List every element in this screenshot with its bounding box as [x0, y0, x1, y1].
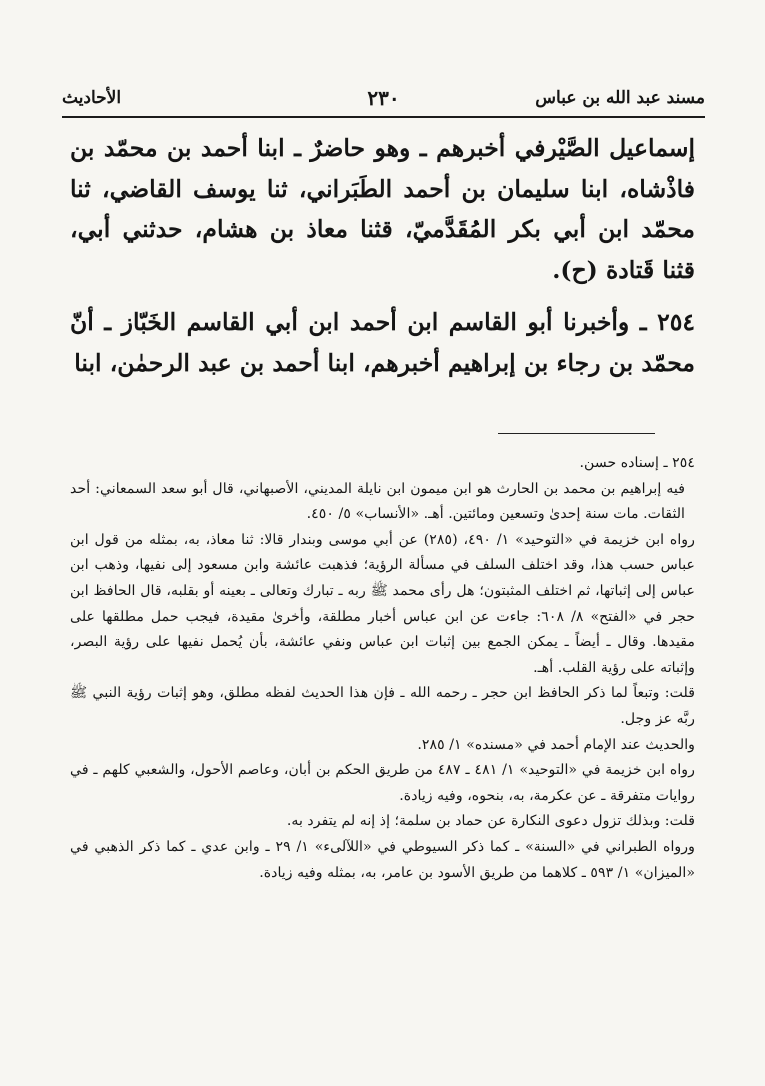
footnote-paragraph: رواه ابن خزيمة في «التوحيد» ١/ ٤٩٠، (٢٨٥) عن أبي موسى وبندار قالا: ثنا معاذ، به، بمثله من قول ابن عباس حسب هذا، وقد اختلف السلف في مسألة الرؤية؛ فذهبت عائشة وابن مسعود إلى نفيها، وذهب ابن عباس إلى إثباتها، ثم اختلف المثبتون؛ هل رأى محمد ﷺ ربه ـ تبارك وتعالى ـ بعينه أو بقلبه، قال الحافظ ابن حجر في «الفتح» ٨/ ٦٠٨: جاءت عن ابن عباس أخبار مطلقة، وأخرىٰ مقيدة، فيجب حمل مطلقها على مقيدها. وقال ـ أيضاً ـ يمكن الجمع بين إثبات ابن عباس ونفي عائشة، بأن يُحمل نفيها على رؤية البصر، وإثباته على رؤية القلب. أهـ.	[70, 531, 696, 676]
main-paragraph-254: ٢٥٤ ـ وأخبرنا أبو القاسم ابن أحمد ابن أبي القاسم الخَبّاز ـ أنّ محمّد بن رجاء بن إبراهيم أخبرهم، ابنا أحمد بن عبد الرحمٰن، ابنا	[70, 308, 695, 377]
main-text	[70, 128, 695, 383]
footnote-heading: ٢٥٤ ـ إسناده حسن.	[579, 455, 695, 471]
footnote-paragraph: قلت: وبذلك تزول دعوى النكارة عن حماد بن سلمة؛ إذ إنه لم يتفرد به.	[286, 813, 695, 830]
footnote-paragraph: رواه ابن خزيمة في «التوحيد» ١/ ٤٨١ ـ ٤٨٧ من طريق الحكم بن أبان، وعاصم الأحول، والشعبي كلهم ـ في روايات متفرقة ـ عن عكرمة، به، بنحوه، وفيه زيادة.	[70, 762, 696, 804]
footnote-paragraph: والحديث عند الإمام أحمد في «مسنده» ١/ ٢٨٥.	[417, 736, 695, 753]
page-number: ٢٣٠	[367, 86, 400, 110]
footnote-paragraph: ورواه الطبراني في «السنة» ـ كما ذكر السيوطي في «اللآلىء» ١/ ٢٩ ـ وابن عدي ـ كما ذكر الذهبي في «الميزان» ١/ ٥٩٣ ـ كلاهما من طريق الأسود بن عامر، به، بمثله وفيه زيادة.	[70, 838, 695, 881]
section-title: الأحاديث	[62, 88, 122, 108]
main-paragraph: إسماعيل الصَّيْرفي أخبرهم ـ وهو حاضرٌ ـ ابنا أحمد بن محمّد بن فاذْشاه، ابنا سليمان بن أحمد الطَبَراني، ثنا يوسف القاضي، ثنا محمّد ابن أبي بكر المُقَدَّميّ، قثنا معاذ بن هشام، حدثني أبي، قثنا قَتادة (ح).	[70, 134, 695, 284]
footnote-paragraph: فيه إبراهيم بن محمد بن الحارث هو ابن ميمون ابن نايلة المديني، الأصبهاني، قال أبو سعد السمعاني: أحد الثقات. مات سنة إحدىٰ وتسعين ومائتين. أهـ. «الأنساب» ٥/ ٤٥٠.	[70, 480, 685, 523]
footnote-divider	[498, 433, 655, 434]
book-title: مسند عبد الله بن عباس	[535, 88, 705, 108]
footnote-paragraph: قلت: وتبعاً لما ذكر الحافظ ابن حجر ـ رحمه الله ـ فإن هذا الحديث لفظه مطلق، وهو إثبات رؤية النبي ﷺ ربَّه عز وجل.	[70, 685, 695, 727]
page-header	[62, 84, 705, 118]
footnotes	[70, 451, 695, 886]
